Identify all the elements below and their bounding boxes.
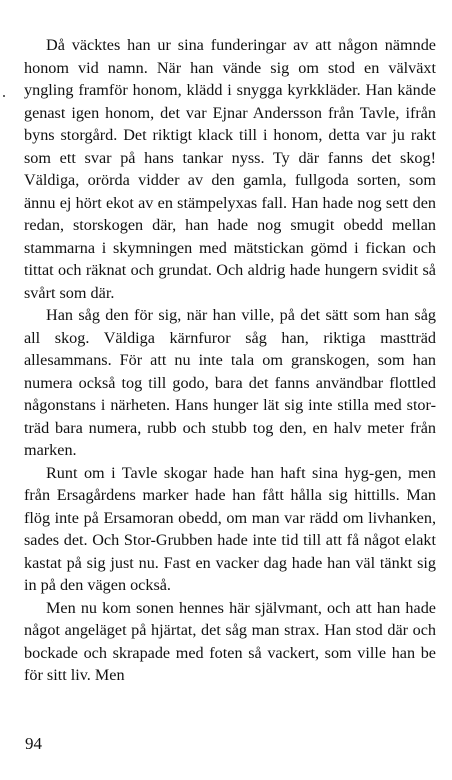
body-text [24, 34, 436, 687]
margin-speck [3, 95, 5, 97]
paragraph: Då väcktes han ur sina funderingar av att någon nämnde honom vid namn. När han vände sig om stod en välväxt yngling framför honom, klädd i snygga kyrkkläder. Han kände genast igen honom, det var Ejnar Andersson från Tavle, ifrån byns storgård. Det riktigt klack till i honom, detta var ju rakt som ett svar på hans tankar nyss. Ty där fanns det skog! Väldiga, orörda vidder av den gamla, fullgoda sorten, som ännu ej hört ekot av en stämpelyxas fall. Han hade nog sett den redan, storskogen där, han hade nog smugit obedd mellan stammarna i skymningen med mätstickan gömd i fickan och tittat och räknat och grundat. Och aldrig hade hungern svidit så svårt som där. [24, 36, 436, 302]
paragraph: Men nu kom sonen hennes här självmant, och att han hade något angeläget på hjärtat, det såg man strax. Han stod där och bockade och skrapade med foten så vackert, som ville han be för sitt liv. Men [24, 598, 436, 684]
paragraph: Han såg den för sig, när han ville, på det sätt som han såg all skog. Väldiga kärnfuror såg han, riktiga mastträd allesammans. För att nu inte tala om granskogen, som han numera också tog till godo, bara det fanns användbar flottled någonstans i närheten. Hans hunger lät sig inte stilla med stor-träd bara numera, rubb och stubb tog den, en halv meter från marken. [24, 306, 436, 459]
page-number: 94 [25, 734, 42, 753]
paragraph: Runt om i Tavle skogar hade han haft sina hyg-gen, men från Ersagårdens marker hade han fått hålla sig hittills. Man flög inte på Ersamoran obedd, om man var rädd om livhanken, sades det. Och Stor-Grubben hade inte tid till att få något elakt kastat på sig just nu. Fast en vacker dag hade han väl tänkt sig in på den vägen också. [24, 463, 436, 594]
